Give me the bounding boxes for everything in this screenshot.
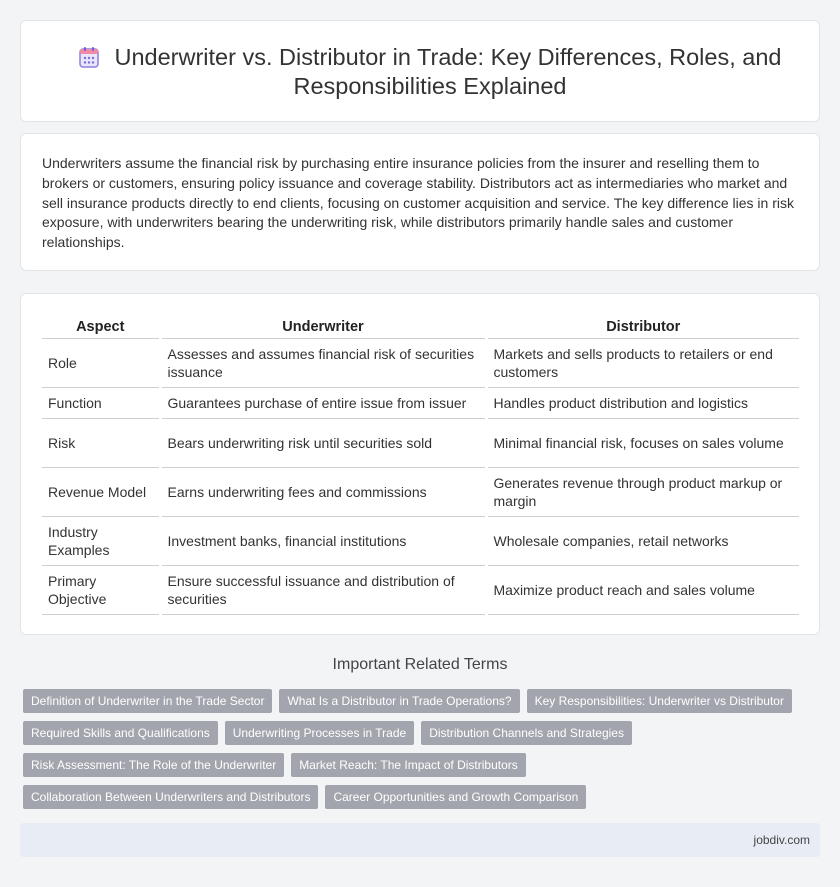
cell-underwriter: Earns underwriting fees and commissions [160, 467, 486, 516]
footer [20, 823, 820, 857]
header-aspect: Aspect [42, 316, 160, 338]
header-distributor: Distributor [486, 316, 799, 338]
cell-aspect: Role [42, 338, 160, 387]
intro-card [20, 133, 820, 271]
tag-link[interactable]: Required Skills and Qualifications [23, 721, 218, 745]
tag-link[interactable]: Definition of Underwriter in the Trade Sector [23, 689, 272, 713]
cell-aspect: Industry Examples [42, 516, 160, 565]
tag-link[interactable]: Market Reach: The Impact of Distributors [291, 753, 526, 777]
table-row [42, 565, 799, 614]
cell-underwriter: Assesses and assumes financial risk of securities issuance [160, 338, 486, 387]
intro-paragraph: Underwriters assume the financial risk by purchasing entire insurance policies from the insurer and reselling them to brokers or customers, ensuring policy issuance and coverage stability. Distributors act as intermediaries who market and sell insurance products directly to end clients, focusing on customer acquisition and service. The key difference lies in risk exposure, with underwriters bearing the underwriting risk, while distributors primarily handle sales and customer relationships. [42, 155, 794, 251]
tag-link[interactable]: Collaboration Between Underwriters and Distributors [23, 785, 318, 809]
cell-underwriter: Ensure successful issuance and distribution of securities [160, 565, 486, 614]
cell-underwriter: Investment banks, financial institutions [160, 516, 486, 565]
table-row [42, 516, 799, 565]
cell-distributor: Generates revenue through product markup or margin [486, 467, 799, 516]
comparison-table [42, 316, 799, 615]
cell-distributor: Minimal financial risk, focuses on sales volume [486, 418, 799, 467]
calendar-icon [79, 46, 99, 68]
tag-link[interactable]: What Is a Distributor in Trade Operations? [279, 689, 519, 713]
table-row [42, 418, 799, 467]
page-title-wrap [61, 43, 799, 101]
page-title: Underwriter vs. Distributor in Trade: Key Differences, Roles, and Responsibilities Explained [114, 44, 782, 99]
table-header-row [42, 316, 799, 338]
cell-underwriter: Bears underwriting risk until securities sold [160, 418, 486, 467]
cell-distributor: Maximize product reach and sales volume [486, 565, 799, 614]
tag-row [23, 689, 813, 713]
comparison-card [20, 293, 820, 635]
tag-link[interactable]: Risk Assessment: The Role of the Underwriter [23, 753, 284, 777]
cell-underwriter: Guarantees purchase of entire issue from issuer [160, 387, 486, 418]
footer-site-link[interactable]: jobdiv.com [753, 833, 810, 847]
cell-aspect: Function [42, 387, 160, 418]
table-row [42, 467, 799, 516]
related-tags [23, 689, 813, 817]
tag-row [23, 721, 813, 745]
cell-distributor: Handles product distribution and logistics [486, 387, 799, 418]
tag-link[interactable]: Distribution Channels and Strategies [421, 721, 632, 745]
cell-distributor: Wholesale companies, retail networks [486, 516, 799, 565]
header-card [20, 20, 820, 122]
tag-link[interactable]: Key Responsibilities: Underwriter vs Distributor [527, 689, 792, 713]
cell-aspect: Primary Objective [42, 565, 160, 614]
tag-row [23, 785, 813, 809]
table-row [42, 338, 799, 387]
cell-aspect: Revenue Model [42, 467, 160, 516]
header-underwriter: Underwriter [160, 316, 486, 338]
tag-link[interactable]: Underwriting Processes in Trade [225, 721, 414, 745]
tag-row [23, 753, 813, 777]
table-row [42, 387, 799, 418]
cell-distributor: Markets and sells products to retailers or end customers [486, 338, 799, 387]
cell-aspect: Risk [42, 418, 160, 467]
related-terms-title: Important Related Terms [332, 656, 508, 673]
tag-link[interactable]: Career Opportunities and Growth Comparison [325, 785, 586, 809]
